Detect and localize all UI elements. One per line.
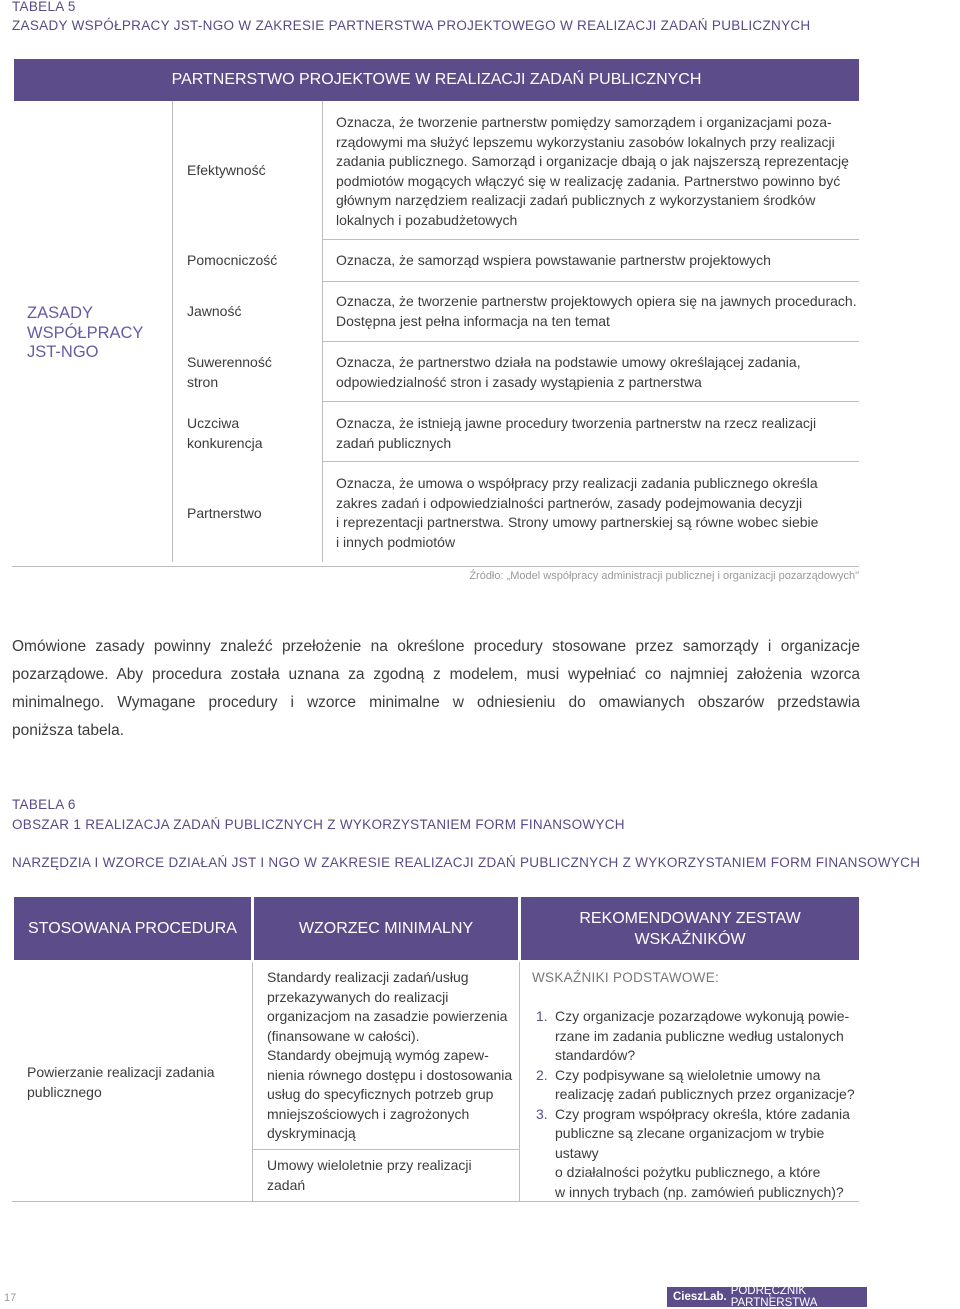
- indicators-list: [536, 1007, 859, 1202]
- cell-line: dyskryminacją: [267, 1125, 356, 1141]
- description-line: Oznacza, że tworzenie partnerstw pomiędzy samorządem i organizacjami poza-: [336, 114, 832, 130]
- cell-line: Standardy realizacji zadań/usług: [267, 969, 469, 985]
- table6-column-divider-1: [252, 962, 253, 1202]
- table5-row-divider: [322, 401, 859, 402]
- table6-minimum-cell-1: [267, 968, 517, 1144]
- principle-partnerstwo: Partnerstwo: [187, 505, 262, 521]
- principle-suwerennosc-stron: [187, 353, 272, 392]
- indicator-number: 2.: [536, 1066, 548, 1083]
- paragraph-line: Omówione zasady powinny znaleźć przełożenie na określone procedury stosowane przez samorządy i organizacje: [12, 638, 860, 655]
- principle-pomocniczosc: Pomocniczość: [187, 252, 278, 268]
- cell-line: przekazywanych do realizacji: [267, 988, 449, 1005]
- cell-line: organizacjom na zasadzie powierzenia: [267, 1008, 508, 1024]
- indicator-item: [536, 1105, 859, 1203]
- side-label-line: JST-NGO: [27, 343, 99, 361]
- principle-efektywnosc: Efektywność: [187, 162, 266, 178]
- cell-line: Umowy wieloletnie przy realizacji: [267, 1157, 472, 1173]
- description-line: Oznacza, że samorząd wspiera powstawanie partnerstw projektowych: [336, 252, 771, 268]
- indicator-item: [536, 1007, 859, 1066]
- table5-header: PARTNERSTWO PROJEKTOWE W REALIZACJI ZADAŃ PUBLICZNYCH: [14, 59, 859, 101]
- principle-description: [336, 353, 859, 392]
- table6-subtitle: NARZĘDZIA I WZORCE DZIAŁAŃ JST I NGO W ZAKRESIE REALIZACJI ZDAŃ PUBLICZNYCH Z WYKORZYSTANIEM FORM FINANSOWYCH: [12, 855, 921, 870]
- table5-side-label: [27, 304, 167, 363]
- description-line: Oznacza, że umowa o współpracy przy realizacji zadania publicznego określa: [336, 475, 818, 491]
- description-line: lokalnych i pozabudżetowych: [336, 211, 518, 228]
- footer-title: PODRĘCZNIK PARTNERSTWA: [730, 1285, 818, 1309]
- indicator-line: w innych trybach (np. zamówień publicznych)?: [555, 1183, 844, 1200]
- cell-line: (finansowane w całości).: [267, 1027, 420, 1044]
- indicators-label: WSKAŹNIKI PODSTAWOWE:: [532, 970, 720, 985]
- description-line: i innych podmiotów: [336, 533, 456, 550]
- principle-description: [336, 113, 859, 230]
- description-line: zadań publicznych: [336, 434, 452, 451]
- description-line: odpowiedzialność stron i zasady wystąpienia z partnerstwa: [336, 373, 702, 390]
- description-line: głównym narzędziem realizacji zadań publicznych z wykorzystaniem środków: [336, 192, 816, 208]
- table5-row-divider: [322, 281, 859, 282]
- indicator-line: o działalności pożytku publicznego, a które: [555, 1164, 821, 1180]
- description-line: zadania publicznego. Samorząd i organizacje dbają o jak najszerszą reprezentację: [336, 153, 849, 169]
- table5-row-divider: [322, 461, 859, 462]
- indicator-line: Czy organizacje pozarządowe wykonują powie-: [555, 1008, 850, 1024]
- table5-row-divider: [322, 341, 859, 342]
- principle-line: konkurencja: [187, 434, 263, 451]
- table6-caption-number: TABELA 6: [12, 797, 76, 812]
- table6-column-divider-2: [519, 962, 520, 1202]
- principle-uczciwa-konkurencja: [187, 414, 263, 453]
- paragraph-line: minimalnego. Wymagane procedury i wzorce minimalne w odniesieniu do omawianych obszarów przedstawia: [12, 694, 860, 711]
- description-line: Oznacza, że tworzenie partnerstw projektowych opiera się na jawnych procedurach.: [336, 293, 857, 309]
- principle-description: [336, 474, 859, 552]
- description-line: zakres zadań i odpowiedzialności partnerów, zasady podejmowania decyzji: [336, 494, 803, 511]
- table6-minimum-cell-2: [267, 1156, 517, 1195]
- table5-bottom-border: [12, 566, 859, 567]
- table6-caption-title: OBSZAR 1 REALIZACJA ZADAŃ PUBLICZNYCH Z WYKORZYSTANIEM FORM FINANSOWYCH: [12, 817, 625, 832]
- indicator-line: Czy program współpracy określa, które zadania: [555, 1105, 850, 1122]
- cell-line: usług do specyficznych potrzeb grup: [267, 1086, 494, 1102]
- principle-description: [336, 251, 859, 271]
- principle-line: stron: [187, 373, 219, 390]
- cell-line: mniejszościowych i zagrożonych: [267, 1105, 470, 1122]
- table6-procedure-cell: [27, 1063, 247, 1102]
- principle-description: [336, 292, 859, 331]
- cell-line: Standardy obejmują wymóg zapew-: [267, 1047, 489, 1063]
- footer-brand-bar: [667, 1287, 867, 1307]
- cell-line: nienia równego dostępu i dostosowania: [267, 1066, 513, 1083]
- paragraph-line: pozarządowe. Aby procedura została uznana za zgodną z modelem, musi wypełniać co najmniej założenia wzorca: [12, 666, 860, 683]
- principle-line: Uczciwa: [187, 415, 240, 431]
- indicator-item: [536, 1066, 859, 1105]
- footer-brand: CieszLab.: [673, 1291, 727, 1303]
- indicator-line: rzane im zadania publiczne według ustalonych: [555, 1027, 844, 1044]
- table6-header-minimum: WZORZEC MINIMALNY: [254, 897, 518, 960]
- table6-header-indicators: [521, 897, 859, 960]
- principle-jawnosc: Jawność: [187, 303, 242, 319]
- description-line: podmiotów mogących włączyć się w realizację zadania. Partnerstwo powinno być: [336, 172, 841, 189]
- cell-line: publicznego: [27, 1083, 102, 1100]
- table5-source: Źródło: „Model współpracy administracji publicznej i organizacji pozarządowych": [469, 570, 859, 582]
- description-line: rządowymi ma służyć lepszemu wykorzystaniu zasobów lokalnych przy realizacji: [336, 133, 835, 150]
- indicator-line: realizację zadań publicznych przez organizacje?: [555, 1086, 855, 1102]
- table6-header-procedure: STOSOWANA PROCEDURA: [14, 897, 251, 960]
- paragraph-line: poniższa tabela.: [12, 722, 125, 739]
- header-line: WSKAŹNIKÓW: [634, 930, 746, 948]
- indicator-line: Czy podpisywane są wieloletnie umowy na: [555, 1066, 821, 1083]
- table5-caption-number: TABELA 5: [12, 0, 76, 14]
- table6-row-divider: [252, 1149, 519, 1150]
- side-label-line: WSPÓŁPRACY: [27, 323, 144, 342]
- description-line: Oznacza, że partnerstwo działa na podstawie umowy określającej zadania,: [336, 354, 801, 370]
- body-paragraph: [12, 633, 860, 745]
- header-line: REKOMENDOWANY ZESTAW: [579, 909, 801, 927]
- description-line: Oznacza, że istnieją jawne procedury tworzenia partnerstw na rzecz realizacji: [336, 415, 817, 431]
- indicator-number: 1.: [536, 1008, 548, 1024]
- description-line: Dostępna jest pełna informacja na ten temat: [336, 312, 610, 329]
- principle-description: [336, 414, 859, 453]
- table5-column-divider-1: [172, 101, 173, 562]
- indicator-line: publiczne są zlecane organizacjom w trybie ustawy: [555, 1125, 825, 1161]
- indicator-number: 3.: [536, 1105, 548, 1122]
- table5-row-divider: [322, 239, 859, 240]
- indicator-line: standardów?: [555, 1047, 636, 1063]
- table5-column-divider-2: [322, 101, 323, 562]
- table5-caption-title: ZASADY WSPÓŁPRACY JST-NGO W ZAKRESIE PARTNERSTWA PROJEKTOWEGO W REALIZACJI ZADAŃ PUBLICZNYCH: [12, 18, 811, 33]
- cell-line: zadań: [267, 1176, 306, 1193]
- side-label-line: ZASADY: [27, 304, 94, 322]
- description-line: i reprezentacji partnerstwa. Strony umowy partnerskiej są równe wobec siebie: [336, 514, 819, 530]
- page-number: 17: [4, 1292, 17, 1304]
- cell-line: Powierzanie realizacji zadania: [27, 1064, 215, 1080]
- principle-line: Suwerenność: [187, 354, 272, 370]
